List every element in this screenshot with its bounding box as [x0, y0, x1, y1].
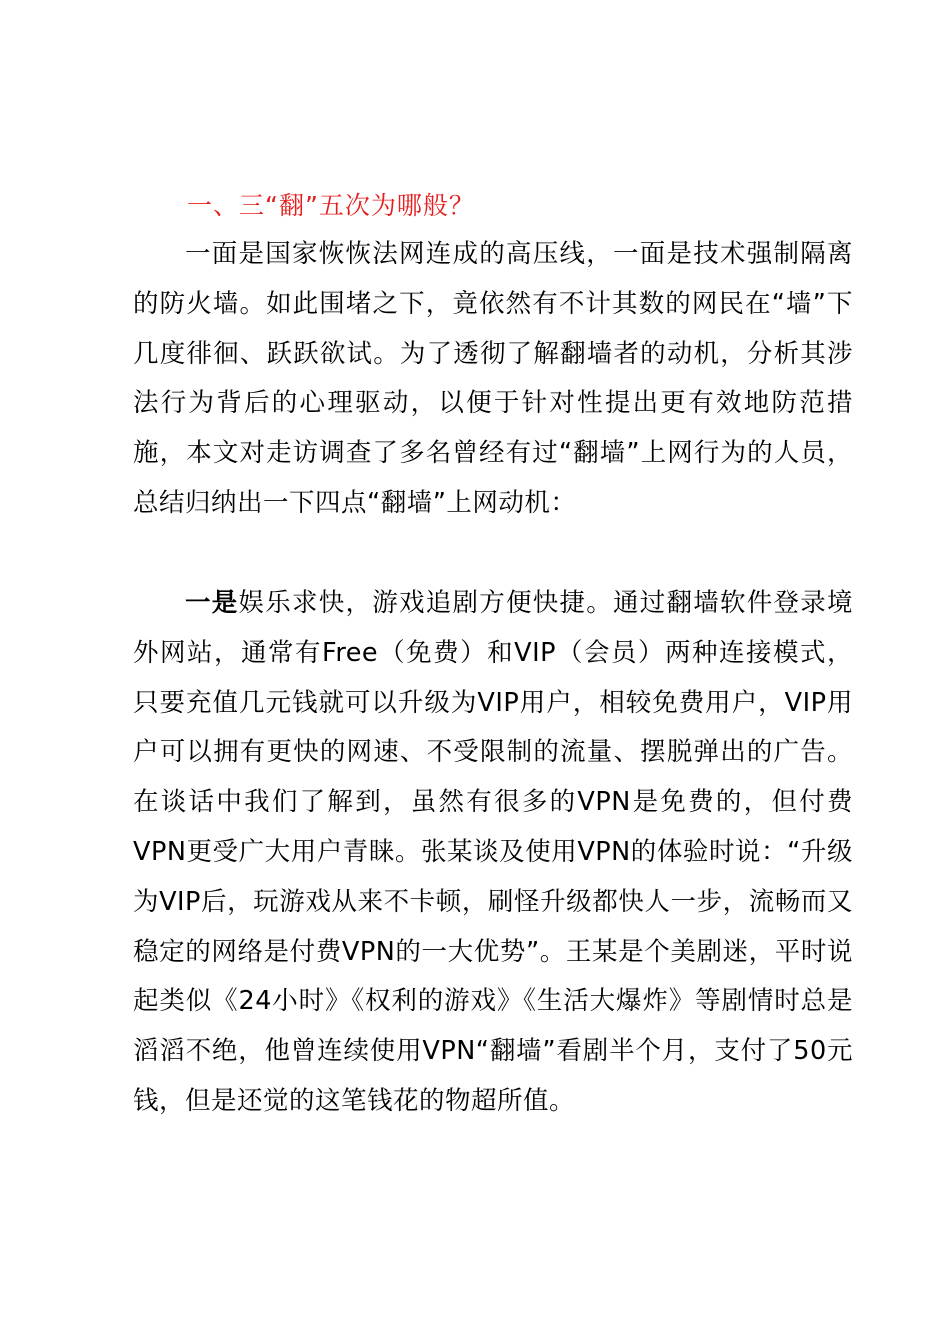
- point-one-body: 娱乐求快，游戏追剧方便快捷。通过翻墙软件登录境外网站，通常有Free（免费）和VIP（会员）两种连接模式，只要充值几元钱就可以升级为VIP用户，相较免费用户，VIP用户可以拥有更快的网速、不受限制的流量、摆脱弹出的广告。在谈话中我们了解到，虽然有很多的VPN是免费的，但付费VPN更受广大用户青睐。张某谈及使用VPN的体验时说：“升级为VIP后，玩游戏从来不卡顿，刷怪升级都快人一步，流畅而又稳定的网络是付费VPN的一大优势”。王某是个美剧迷，平时说起类似《24小时》《权利的游戏》《生活大爆炸》等剧情时总是滔滔不绝，他曾连续使用VPN“翻墙”看剧半个月，支付了50元钱，但是还觉的这笔钱花的物超所值。: [133, 588, 853, 1116]
- point-one-paragraph: [133, 579, 853, 1127]
- section-heading: 一、三“翻”五次为哪般？: [187, 191, 475, 220]
- intro-paragraph: 一面是国家恢恢法网连成的高压线，一面是技术强制隔离的防火墙。如此围堵之下，竟依然有不计其数的网民在“墙”下几度徘徊、跃跃欲试。为了透彻了解翻墙者的动机，分析其涉法行为背后的心理驱动，以便于针对性提出更有效地防范措施，本文对走访调查了多名曾经有过“翻墙”上网行为的人员，总结归纳出一下四点“翻墙”上网动机：: [133, 239, 853, 518]
- point-one-lead: 一是: [185, 588, 239, 618]
